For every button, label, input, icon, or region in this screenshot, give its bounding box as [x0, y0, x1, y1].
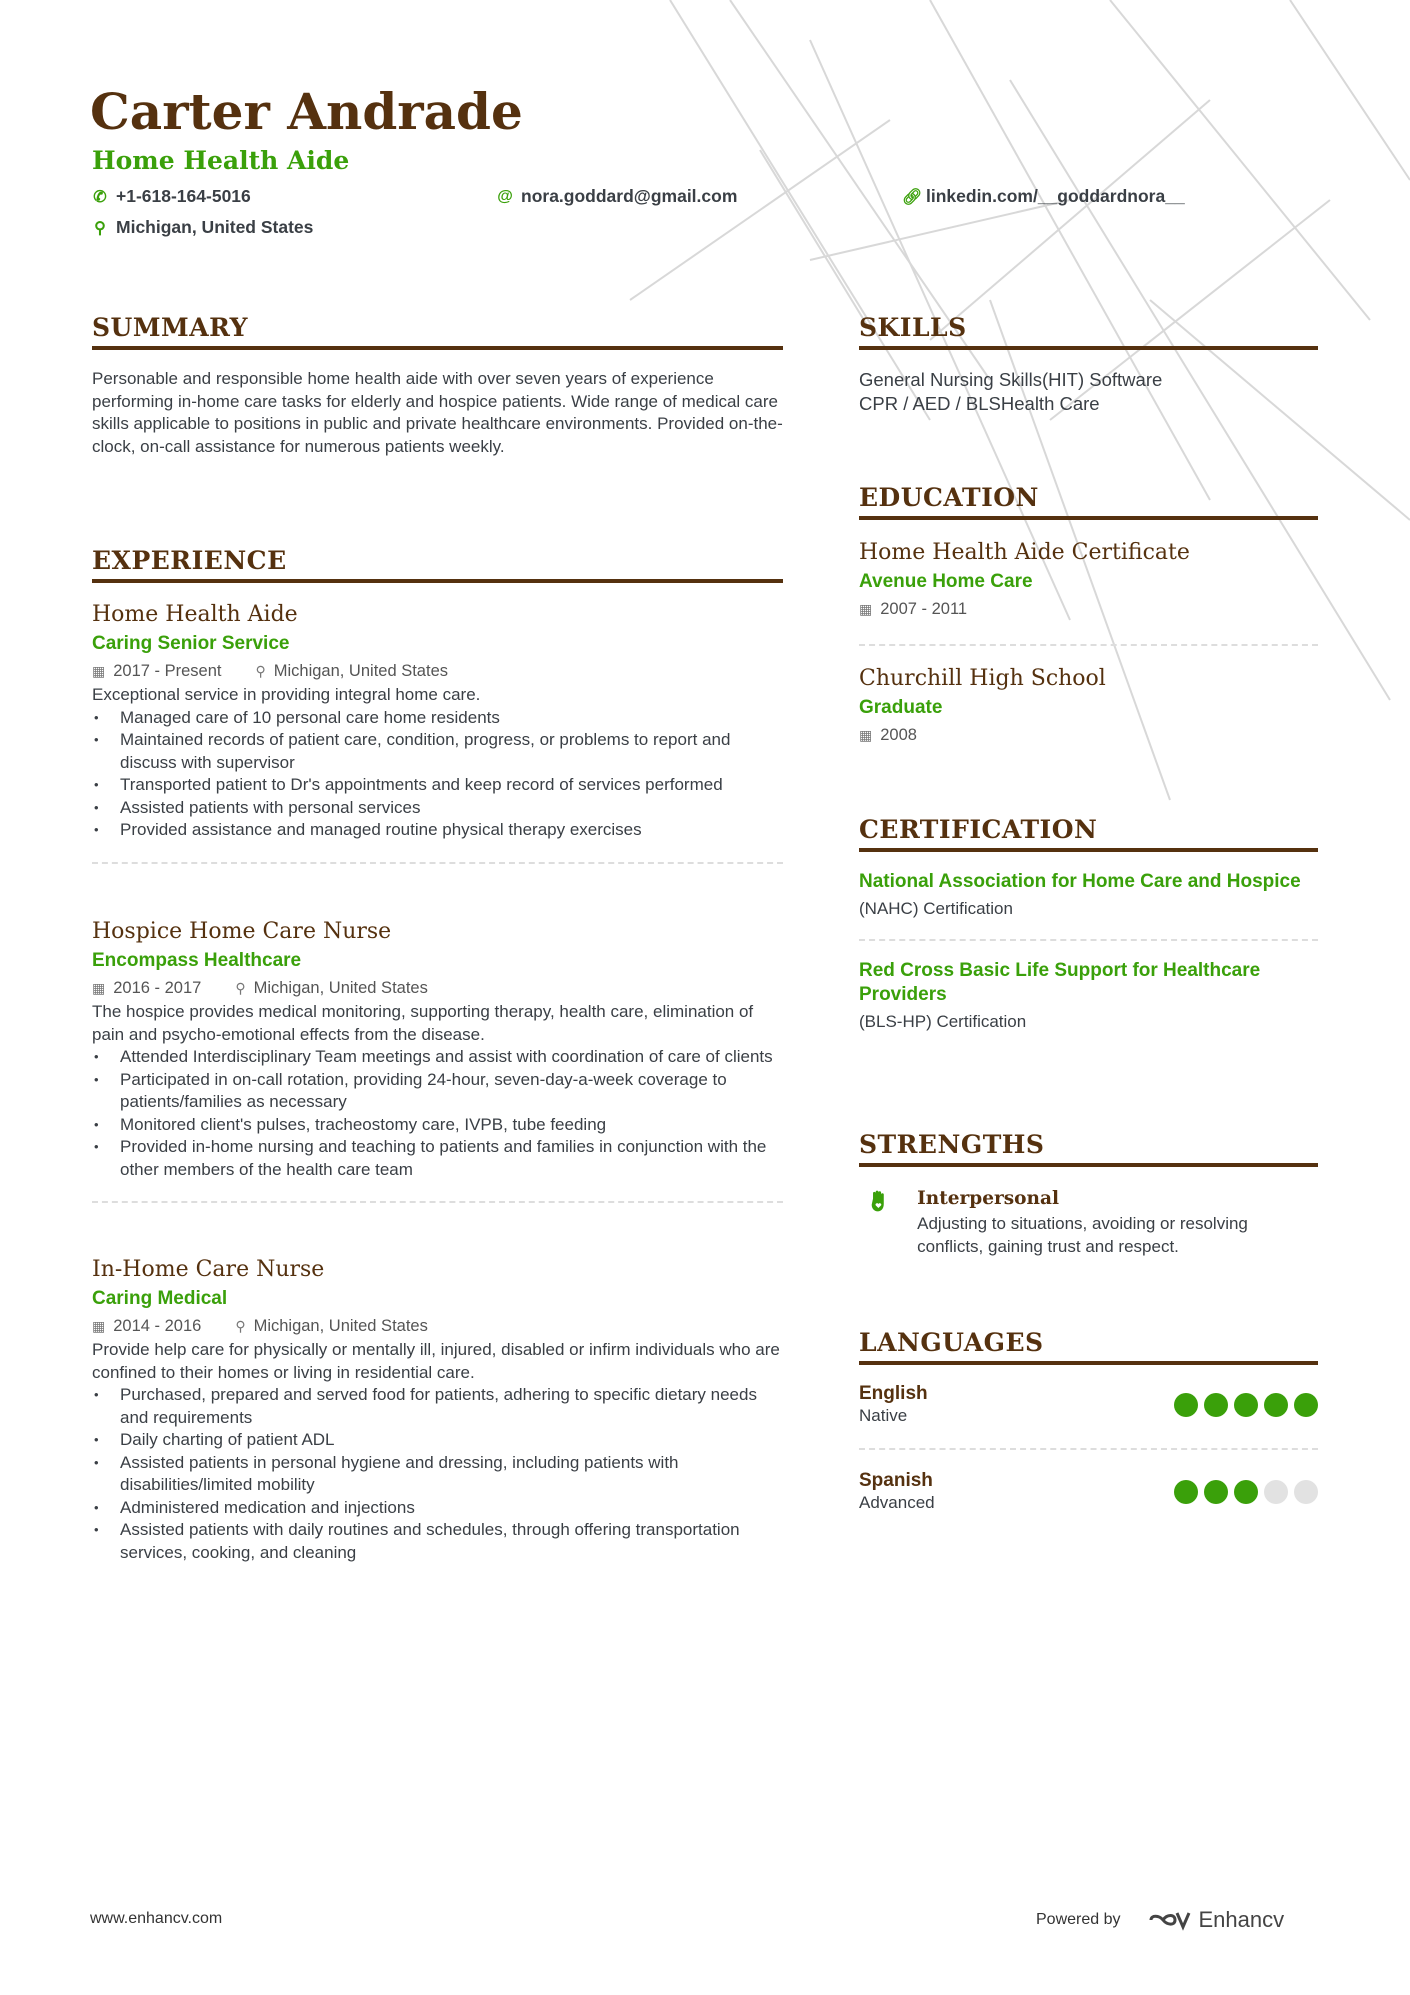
company: Encompass Healthcare — [92, 950, 302, 971]
degree: Churchill High School — [859, 666, 1106, 691]
bullet: • Assisted patients with daily routines and schedules, through offering transportation services, cooking, and cleaning — [92, 1519, 783, 1564]
job-description: The hospice provides medical monitoring, supporting therapy, health care, elimination of pain and psycho-emotional effects from the disease. — [92, 1002, 754, 1044]
job-title: Home Health Aide — [92, 602, 298, 627]
phone-icon: ✆ — [93, 188, 107, 206]
job-location: Michigan, United States — [273, 662, 448, 680]
contact-email[interactable] — [497, 186, 737, 207]
bullet: • Administered medication and injections — [92, 1497, 783, 1520]
location-pin-icon: ⚲ — [235, 980, 246, 996]
experience-item — [92, 1255, 783, 1564]
strengths-section — [859, 1129, 1318, 1258]
link-icon: 🔗︎ — [902, 188, 923, 206]
language-item — [859, 1470, 1318, 1515]
location-pin-icon: ⚲ — [235, 1318, 246, 1334]
school: Graduate — [859, 697, 943, 718]
enhancv-logo-icon — [1147, 1909, 1191, 1931]
section-heading: STRENGTHS — [859, 1129, 1318, 1167]
bullet: • Purchased, prepared and served food for patients, adhering to specific dietary needs and requirements — [92, 1384, 783, 1429]
job-description: Provide help care for physically or mentally ill, injured, disabled or infirm individuals who are confined to their homes or living in residential care. — [92, 1340, 780, 1382]
summary-section — [92, 312, 783, 458]
rating-dot-filled — [1234, 1480, 1258, 1504]
bullet: • Provided assistance and managed routine physical therapy exercises — [92, 819, 783, 842]
bullet: • Assisted patients in personal hygiene and dressing, including patients with disabilities/limited mobility — [92, 1452, 783, 1497]
contact-linkedin[interactable] — [902, 186, 1185, 207]
calendar-icon: ▦ — [859, 727, 873, 743]
powered-by-text: Powered by — [1036, 1911, 1121, 1928]
brand-name: Enhancv — [1198, 1907, 1285, 1932]
location-pin-icon: ⚲ — [255, 663, 266, 679]
divider — [92, 1201, 783, 1203]
bullet: • Monitored client's pulses, tracheostomy care, IVPB, tube feeding — [92, 1114, 783, 1137]
location-text: Michigan, United States — [116, 217, 314, 237]
edu-dates: 2007 - 2011 — [880, 600, 968, 618]
language-item — [859, 1383, 1318, 1428]
skill-line: CPR / AED / BLSHealth Care — [859, 393, 1100, 414]
degree: Home Health Aide Certificate — [859, 540, 1190, 565]
location-pin-icon: ⚲ — [94, 219, 106, 237]
job-bullets — [92, 1384, 783, 1564]
bullet: • Transported patient to Dr's appointments and keep record of services performed — [92, 774, 783, 797]
job-dates: 2016 - 2017 — [113, 979, 202, 997]
education-item — [859, 664, 1318, 748]
rating-dot-filled — [1174, 1480, 1198, 1504]
job-description: Exceptional service in providing integral home care. — [92, 685, 481, 704]
language-name: Spanish — [859, 1469, 933, 1491]
bullet: • Maintained records of patient care, condition, progress, or problems to report and discuss with supervisor — [92, 729, 783, 774]
job-location: Michigan, United States — [253, 1317, 428, 1335]
rating-dot-filled — [1204, 1480, 1228, 1504]
divider — [92, 862, 783, 864]
job-title: In-Home Care Nurse — [92, 1257, 325, 1282]
strength-text: Adjusting to situations, avoiding or resolving conflicts, gaining trust and respect. — [917, 1214, 1248, 1256]
calendar-icon: ▦ — [92, 980, 106, 996]
language-rating — [1174, 1480, 1318, 1504]
cert-name: National Association for Home Care and Hospice — [859, 871, 1301, 892]
job-bullets — [92, 1046, 783, 1181]
rating-dot-empty — [1294, 1480, 1318, 1504]
job-title: Hospice Home Care Nurse — [92, 919, 392, 944]
company: Caring Medical — [92, 1288, 228, 1309]
bullet: • Daily charting of patient ADL — [92, 1429, 783, 1452]
section-heading: EXPERIENCE — [92, 545, 783, 583]
bullet: • Provided in-home nursing and teaching to patients and families in conjunction with the other members of the health care team — [92, 1136, 783, 1181]
job-location: Michigan, United States — [253, 979, 428, 997]
section-heading: SKILLS — [859, 312, 1318, 350]
experience-item — [92, 600, 783, 864]
experience-section — [92, 545, 783, 601]
job-meta — [92, 975, 783, 1001]
language-rating — [1174, 1393, 1318, 1417]
divider — [859, 939, 1318, 941]
cert-detail: (NAHC) Certification — [859, 899, 1013, 918]
rating-dot-filled — [1234, 1393, 1258, 1417]
calendar-icon: ▦ — [859, 601, 873, 617]
footer-powered — [1036, 1907, 1284, 1933]
certification-section — [859, 814, 1318, 1033]
cert-name: Red Cross Basic Life Support for Healthcare Providers — [859, 959, 1261, 1005]
enhancv-logo[interactable] — [1147, 1907, 1285, 1933]
bullet: • Participated in on-call rotation, providing 24-hour, seven-day-a-week coverage to patients/families as necessary — [92, 1069, 783, 1114]
job-meta — [92, 658, 783, 684]
experience-item — [92, 917, 783, 1203]
cert-detail: (BLS-HP) Certification — [859, 1011, 1027, 1031]
edu-meta — [859, 722, 1318, 748]
language-level: Native — [859, 1406, 908, 1425]
rating-dot-filled — [1174, 1393, 1198, 1417]
language-name: English — [859, 1383, 928, 1404]
bullet: • Managed care of 10 personal care home residents — [92, 707, 783, 730]
section-heading: CERTIFICATION — [859, 814, 1318, 852]
email-link[interactable]: nora.goddard@gmail.com — [521, 186, 738, 206]
languages-section — [859, 1327, 1318, 1514]
job-dates: 2014 - 2016 — [113, 1317, 202, 1335]
skills-section — [859, 312, 1318, 416]
rating-dot-filled — [1264, 1393, 1288, 1417]
summary-text: Personable and responsible home health aide with over seven years of experience performing in-home care tasks for elderly and hospice patients. Wide range of medical care skills applicable to positions in public and private healthcare environments. Provided on-the-clock, on-call assistance for numerous patients weekly. — [92, 369, 783, 456]
bullet: • Attended Interdisciplinary Team meetings and assist with coordination of care of clients — [92, 1046, 783, 1069]
calendar-icon: ▦ — [92, 1318, 106, 1334]
at-icon: @ — [497, 187, 513, 205]
candidate-title: Home Health Aide — [92, 146, 350, 175]
skill-line: General Nursing Skills(HIT) Software — [859, 369, 1163, 390]
rating-dot-empty — [1264, 1480, 1288, 1504]
company: Caring Senior Service — [92, 633, 290, 654]
job-meta — [92, 1313, 783, 1339]
section-heading: EDUCATION — [859, 482, 1318, 520]
education-section — [859, 482, 1318, 770]
language-level: Advanced — [859, 1492, 935, 1512]
footer-website[interactable]: www.enhancv.com — [90, 1910, 223, 1927]
edu-meta — [859, 596, 1318, 622]
edu-dates: 2008 — [880, 726, 917, 744]
rating-dot-filled — [1294, 1393, 1318, 1417]
school: Avenue Home Care — [859, 571, 1033, 592]
linkedin-link[interactable]: linkedin.com/__goddardnora__ — [926, 186, 1185, 206]
strength-title: Interpersonal — [917, 1188, 1059, 1209]
contact-phone — [92, 186, 251, 207]
job-dates: 2017 - Present — [113, 662, 222, 680]
hand-heart-icon — [869, 1185, 889, 1219]
candidate-name: Carter Andrade — [90, 82, 523, 141]
section-heading: LANGUAGES — [859, 1327, 1318, 1365]
education-item — [859, 538, 1318, 622]
bullet: • Assisted patients with personal services — [92, 797, 783, 820]
rating-dot-filled — [1204, 1393, 1228, 1417]
divider — [859, 644, 1318, 646]
strength-item — [859, 1185, 1318, 1258]
calendar-icon: ▦ — [92, 663, 106, 679]
phone-text: +1-618-164-5016 — [116, 186, 251, 206]
section-heading: SUMMARY — [92, 312, 783, 350]
divider — [859, 1448, 1318, 1450]
contact-location — [92, 217, 313, 238]
job-bullets — [92, 707, 783, 842]
